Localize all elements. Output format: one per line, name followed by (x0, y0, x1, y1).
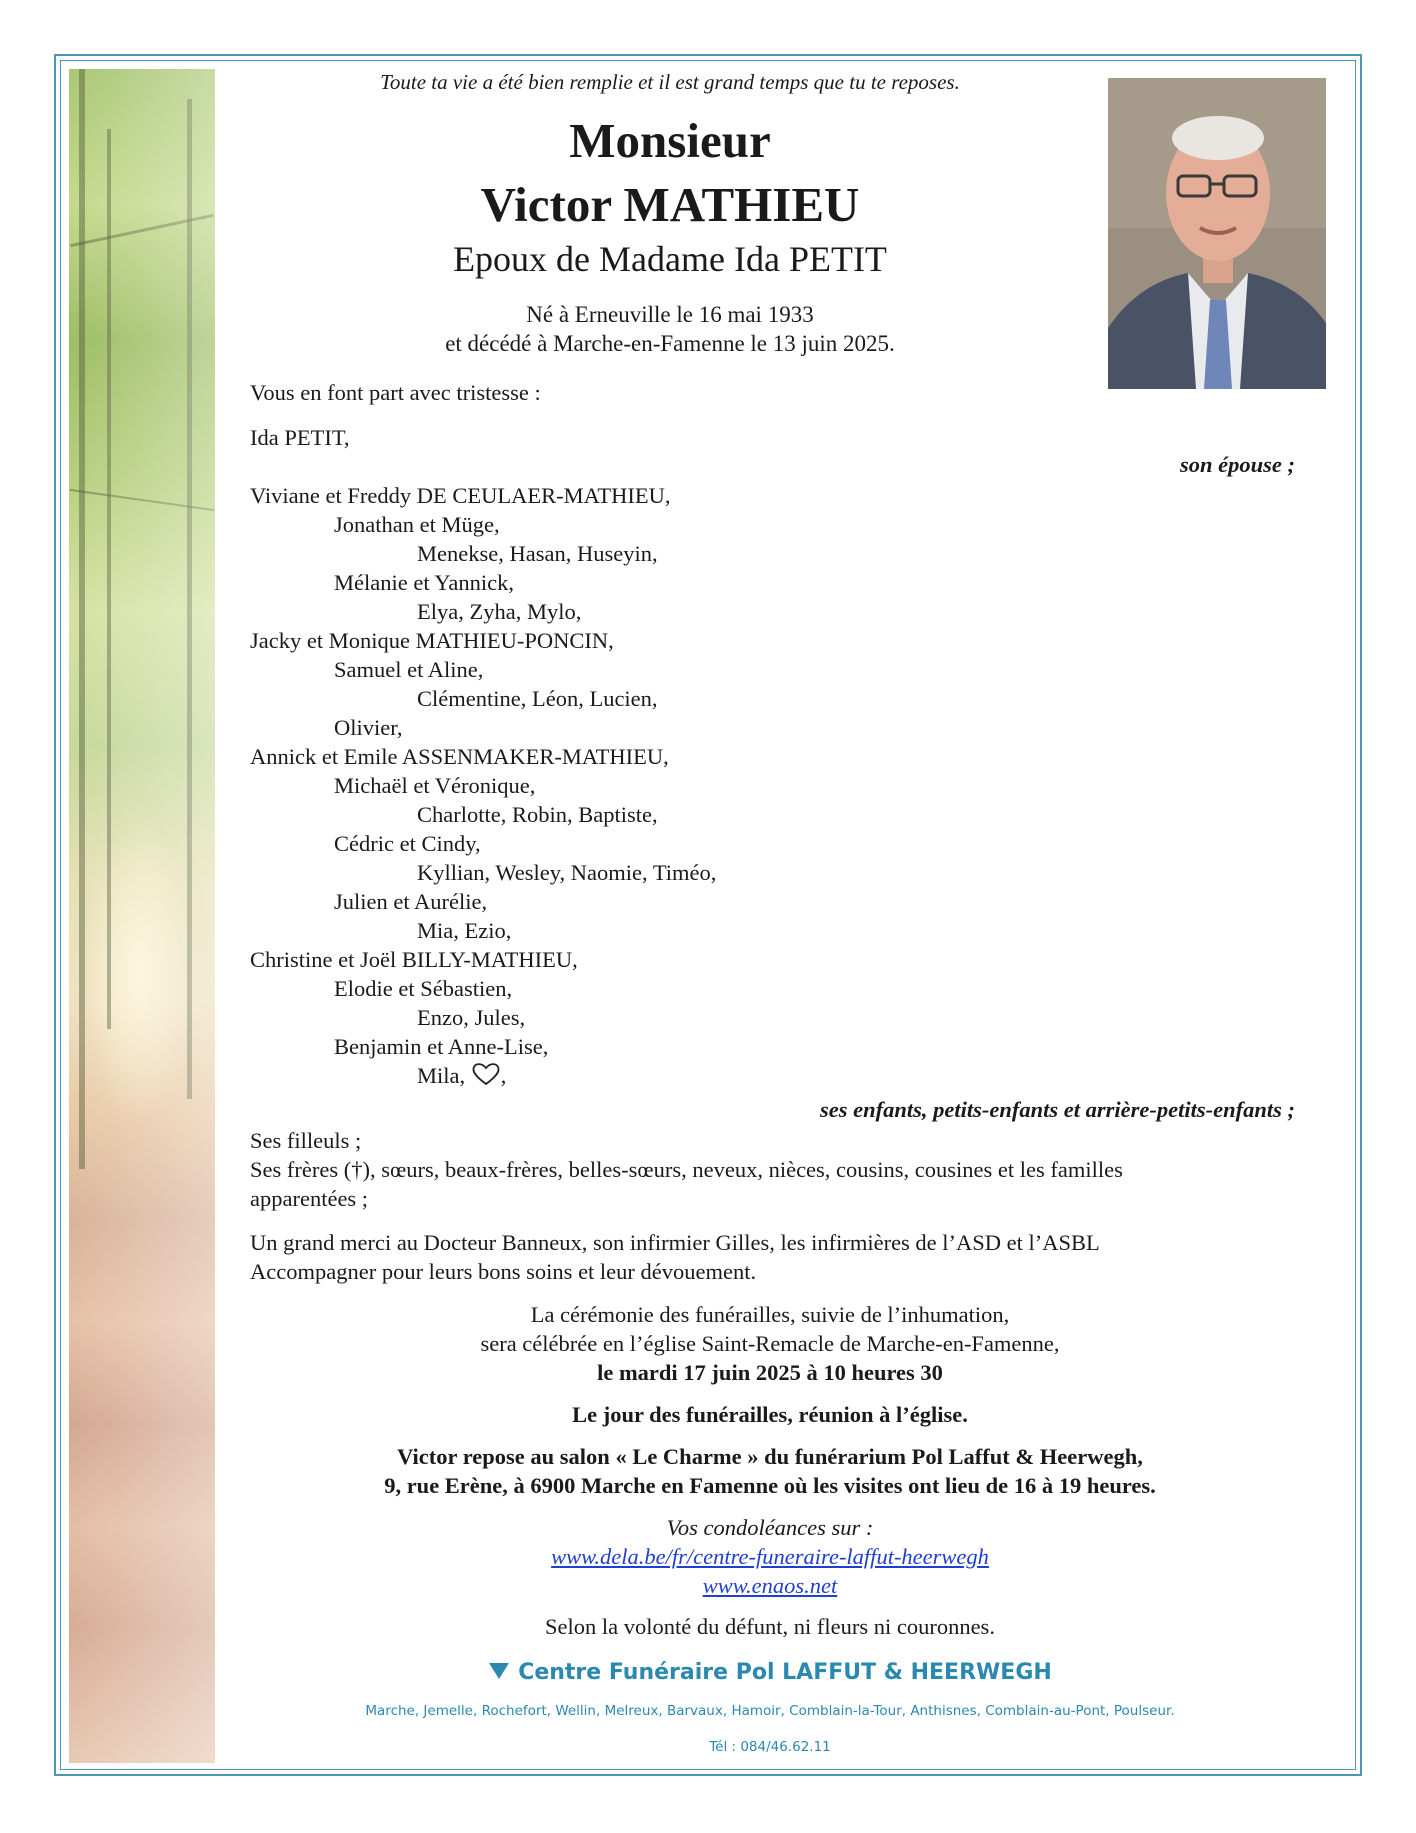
last-child-name: Mila, (417, 1063, 466, 1088)
company-name: Centre Funéraire Pol LAFFUT & HEERWEGH (518, 1660, 1052, 1685)
epitaph-quote: Toute ta vie a été bien remplie et il est grand temps que tu te reposes. (380, 70, 960, 94)
list-item: Michaël et Véronique, (334, 773, 536, 798)
spouse-role: son épouse ; (1179, 452, 1295, 477)
list-item: Olivier, (334, 715, 403, 740)
relatives-line-1: Ses frères (†), sœurs, beaux-frères, belles-sœurs, neveux, nièces, cousins, cousines et les familles (250, 1157, 1123, 1182)
portrait-illustration (1108, 78, 1326, 389)
list-item: Jonathan et Müge, (334, 512, 500, 537)
list-item-last (250, 1061, 716, 1090)
ceremony-block (250, 1300, 1290, 1641)
condolences-label: Vos condoléances sur : (666, 1515, 874, 1540)
list-item: Benjamin et Anne-Lise, (334, 1034, 549, 1059)
flowers-wish: Selon la volonté du défunt, ni fleurs ni couronnes. (545, 1614, 995, 1639)
list-item: Viviane et Freddy DE CEULAER-MATHIEU, (250, 483, 671, 508)
list-item: Mia, Ezio, (417, 918, 512, 943)
spouse-name: Ida PETIT, (250, 425, 350, 450)
footer-locations: Marche, Jemelle, Rochefort, Wellin, Melreux, Barvaux, Hamoir, Comblain-la-Tour, Anthisnes, Comblain-au-Pont, Poulseur. (365, 1703, 1175, 1719)
list-item: Charlotte, Robin, Baptiste, (417, 802, 658, 827)
family-role: ses enfants, petits-enfants et arrière-petits-enfants ; (820, 1097, 1295, 1122)
condolences-link-enaos[interactable]: www.enaos.net (702, 1573, 838, 1598)
ceremony-date: le mardi 17 juin 2025 à 10 heures 30 (597, 1360, 943, 1385)
list-item: Kyllian, Wesley, Naomie, Timéo, (417, 860, 717, 885)
list-item: Clémentine, Léon, Lucien, (417, 686, 658, 711)
portrait-photo (1108, 78, 1326, 389)
death-line: et décédé à Marche-en-Famenne le 13 juin 2025. (445, 331, 895, 356)
birth-death-block (250, 300, 1090, 358)
relatives-line-2: apparentées ; (250, 1186, 369, 1211)
title-prefix: Monsieur (569, 113, 771, 168)
list-item: Julien et Aurélie, (334, 889, 488, 914)
list-item: Cédric et Cindy, (334, 831, 481, 856)
list-item: Samuel et Aline, (334, 657, 484, 682)
ceremony-line-1: La cérémonie des funérailles, suivie de l’inhumation, (530, 1302, 1010, 1327)
list-item: Elya, Zyha, Mylo, (417, 599, 582, 624)
rest-line-2: 9, rue Erène, à 6900 Marche en Famenne où les visites ont lieu de 16 à 19 heures. (384, 1473, 1156, 1498)
last-child-suffix: , (500, 1063, 507, 1088)
deceased-name: Victor MATHIEU (480, 177, 860, 232)
list-item: Menekse, Hasan, Huseyin, (417, 541, 658, 566)
triangle-down-icon (488, 1662, 510, 1680)
intro-line: Vous en font part avec tristesse : (250, 380, 541, 405)
thanks-line-2: Accompagner pour leurs bons soins et leur dévouement. (250, 1259, 757, 1284)
ceremony-line-2: sera célébrée en l’église Saint-Remacle de Marche-en-Famenne, (480, 1331, 1060, 1356)
list-item: Jacky et Monique MATHIEU-PONCIN, (250, 628, 614, 653)
list-item: Elodie et Sébastien, (334, 976, 513, 1001)
footer-phone: Tél : 084/46.62.11 (709, 1739, 831, 1755)
rest-line-1: Victor repose au salon « Le Charme » du funérarium Pol Laffut & Heerwegh, (397, 1444, 1143, 1469)
list-item: Annick et Emile ASSENMAKER-MATHIEU, (250, 744, 669, 769)
forest-path-image (69, 69, 215, 1763)
heart-icon (471, 1062, 501, 1086)
thanks-line-1: Un grand merci au Docteur Banneux, son infirmier Gilles, les infirmières de l’ASD et l’ASBL (250, 1230, 1100, 1255)
list-item: Mélanie et Yannick, (334, 570, 514, 595)
birth-line: Né à Erneuville le 16 mai 1933 (526, 302, 814, 327)
list-item: Christine et Joël BILLY-MATHIEU, (250, 947, 578, 972)
godchildren-line: Ses filleuls ; (250, 1128, 362, 1153)
spouse-line: Epoux de Madame Ida PETIT (453, 239, 887, 279)
condolences-link-dela[interactable]: www.dela.be/fr/centre-funeraire-laffut-heerwegh (551, 1544, 989, 1569)
list-item: Enzo, Jules, (417, 1005, 526, 1030)
gathering-line: Le jour des funérailles, réunion à l’église. (572, 1402, 968, 1427)
footer-company (250, 1660, 1290, 1685)
family-list (250, 481, 716, 1090)
